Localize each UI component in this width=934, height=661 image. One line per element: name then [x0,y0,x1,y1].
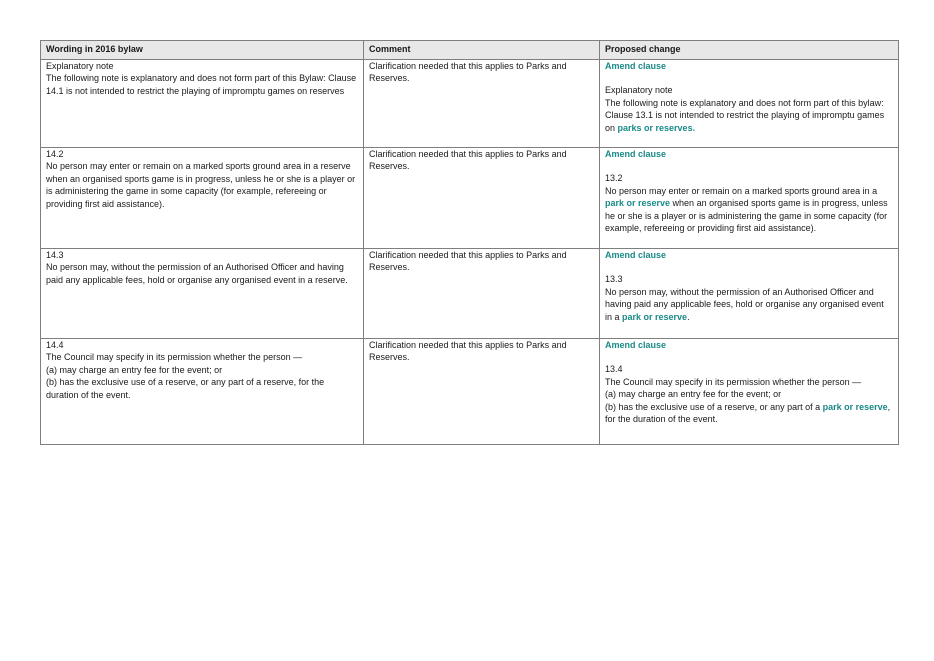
highlighted-change: park or reserve [622,311,688,322]
header-proposed-change: Proposed change [600,41,899,60]
proposed-cell [600,249,899,339]
amend-label: Amend clause [605,340,667,350]
table-row [41,148,899,249]
clause-line: The Council may specify in its permission whether the person — [46,352,303,363]
clause-text: The following note is explanatory and does not form part of this Bylaw: Clause 14.1 is not intended to restrict the playing of impromptu games on reserves [46,73,357,96]
clause-text: No person may enter or remain on a marked sports ground area in a reserve when an organised sports game is in progress, unless he or she is a player or is administering the game in some capacity (for example, refereeing or providing first aid assistance). [46,161,356,209]
wording-cell [41,249,364,339]
clause-number: 14.4 [46,340,64,350]
clause-number: 13.2 [605,173,623,184]
header-comment: Comment [364,41,600,60]
clause-line: (a) may charge an entry fee for the event; or [46,364,223,375]
highlighted-change: park or reserve [822,401,888,412]
highlighted-change: parks or reserves. [617,122,696,133]
clause-number: 14.2 [46,149,64,159]
clause-text: No person may, without the permission of an Authorised Officer and having paid any applicable fees, hold or organise any organised event in a reserve. [46,262,348,285]
wording-cell [41,148,364,249]
table-row [41,60,899,148]
amend-label: Amend clause [605,149,667,159]
clause-line: (a) may charge an entry fee for the event; or [605,389,782,400]
table-header-row [41,41,899,60]
text-before: No person may, without the permission of an Authorised Officer and having paid any applicable fees, hold or organise any organised event in a [605,286,884,322]
text-before: (b) has the exclusive use of a reserve, or any part of a [605,401,823,412]
wording-cell [41,60,364,148]
clause-number: 13.4 [605,364,623,375]
text-after: when an organised sports game is in progress, unless he or she is a player or is administering the game in some capacity (for example, refereeing or providing first aid assistance). [605,198,888,234]
clause-number: Explanatory note [605,85,673,96]
comment-cell: Clarification needed that this applies to Parks and Reserves. [364,249,600,339]
text-before: The following note is explanatory and does not form part of this bylaw: Clause 13.1 is not intended to restrict the playing of impromptu games on [605,97,885,133]
clause-text [605,286,893,323]
comment-cell: Clarification needed that this applies to Parks and Reserves. [364,148,600,249]
comment-cell: Clarification needed that this applies to Parks and Reserves. [364,60,600,148]
text-after: . [687,311,690,322]
clause-number: 13.3 [605,274,623,285]
highlighted-change: park or reserve [605,198,671,209]
table-row [41,339,899,445]
clause-number: Explanatory note [46,61,114,71]
proposed-cell [600,339,899,445]
clause-number: 14.3 [46,250,64,260]
wording-cell [41,339,364,445]
proposed-cell [600,148,899,249]
clause-text [605,97,893,134]
header-wording: Wording in 2016 bylaw [41,41,364,60]
table-row [41,249,899,339]
clause-line: (b) has the exclusive use of a reserve, or any part of a reserve, for the duration of the event. [46,377,325,400]
text-after: , for the duration of the event. [605,401,891,425]
clause-line [605,401,893,426]
amend-label: Amend clause [605,61,667,71]
clause-line: The Council may specify in its permission whether the person — [605,376,862,387]
amend-label: Amend clause [605,250,667,260]
clause-text [605,185,893,235]
text-before: No person may enter or remain on a marked sports ground area in a [605,185,878,196]
proposed-cell [600,60,899,148]
comment-cell: Clarification needed that this applies to Parks and Reserves. [364,339,600,445]
bylaw-amendments-table [40,40,899,445]
